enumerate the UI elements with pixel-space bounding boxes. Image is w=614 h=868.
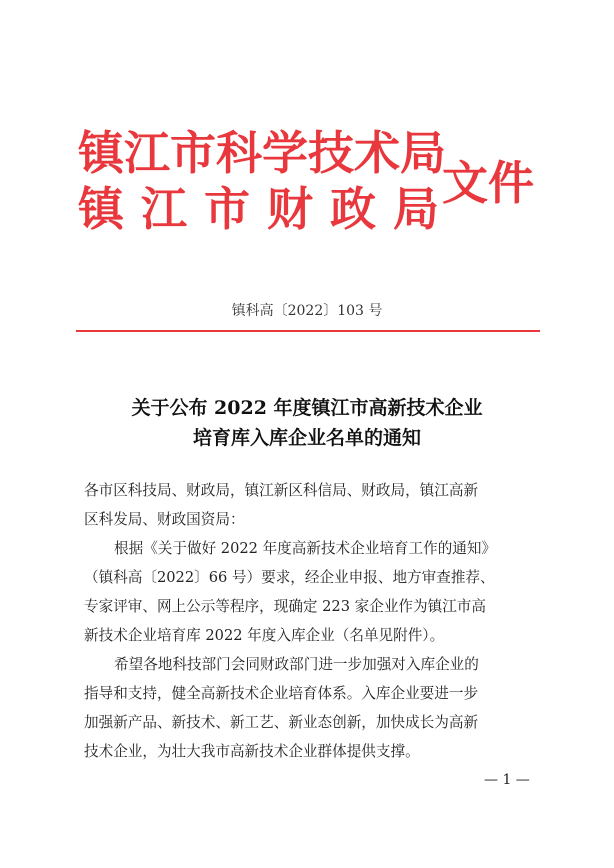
body-line: 根据《关于做好 2022 年度高新技术企业培育工作的通知》 — [114, 540, 497, 557]
red-divider — [76, 330, 540, 332]
body-line: 专家评审、网上公示等程序，现确定 223 家企业作为镇江市高 — [84, 598, 486, 615]
page-number: — 1 — — [484, 772, 530, 788]
body-line: 加强新产品、新技术、新工艺、新业态创新，加快成长为高新 — [84, 714, 479, 731]
body-line: 区科发局、财政国资局： — [84, 511, 245, 528]
body-line: 新技术企业培育库 2022 年度入库企业（名单见附件）。 — [84, 627, 445, 644]
body-line: 技术企业，为壮大我市高新技术企业群体提供支撑。 — [84, 743, 420, 760]
body-line: 各市区科技局、财政局，镇江新区科信局、财政局，镇江高新 — [84, 482, 479, 499]
issuer-line-2: 镇江市财政局 — [78, 182, 456, 236]
title-line-2: 培育库入库企业名单的通知 — [192, 427, 421, 449]
title-line-1: 关于公布 2022 年度镇江市高新技术企业 — [131, 397, 483, 419]
doc-number: 镇科高〔2022〕103 号 — [231, 303, 383, 319]
issuer-line-1: 镇江市科学技术局 — [78, 126, 446, 180]
body-line: （镇科高〔2022〕66 号）要求，经企业申报、地方审查推荐、 — [84, 569, 495, 586]
body-line: 希望各地科技部门会同财政部门进一步加强对入库企业的 — [114, 656, 479, 673]
body-line: 指导和支持，健全高新技术企业培育体系。入库企业要进一步 — [84, 685, 479, 702]
doc-type-label: 文件 — [442, 156, 534, 210]
